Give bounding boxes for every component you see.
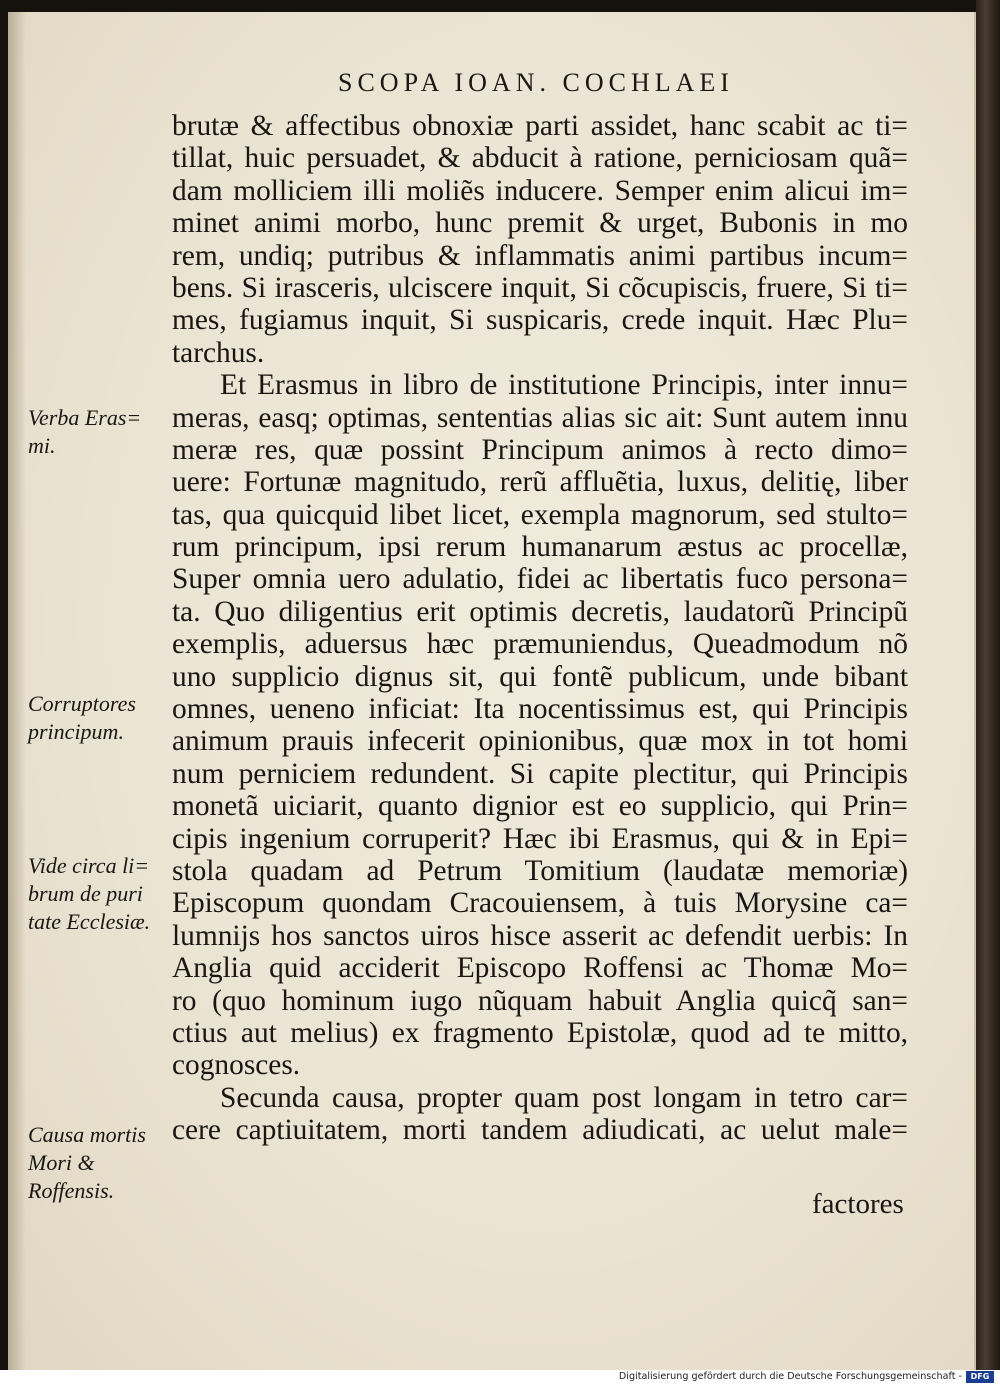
margin-note — [28, 852, 174, 936]
text-line: brutæ & affectibus obnoxiæ parti assidet, hanc scabit ac ti= — [172, 110, 908, 142]
margin-note-line: Vide circa li= — [28, 853, 150, 878]
margin-note-line: Verba Eras= — [28, 405, 142, 430]
text-line: num perniciem redundent. Si capite plectitur, qui Principis — [172, 757, 908, 790]
text-line: minet animi morbo, hunc premit & urget, Bubonis in mo — [172, 207, 908, 240]
text-line: Et Erasmus in libro de institutione Principis, inter innu= — [220, 369, 908, 402]
text-line: ta. Quo diligentius erit optimis decretis, laudatorũ Principũ — [172, 595, 908, 628]
margin-note-line: Mori & — [28, 1150, 95, 1175]
body-text — [172, 110, 908, 1147]
dfg-logo: DFG — [966, 1371, 994, 1383]
text-line: Secunda causa, propter quam post longam in tetro car= — [220, 1081, 908, 1114]
text-line: stola quadam ad Petrum Tomitium (laudatæ memoriæ) — [172, 854, 908, 887]
margin-note-line: principum. — [28, 719, 124, 744]
text-line: Super omnia uero adulatio, fidei ac libertatis fuco persona= — [172, 563, 908, 596]
margin-note — [28, 404, 174, 460]
margin-note-line: Causa mortis — [28, 1122, 146, 1147]
margin-note-line: mi. — [28, 433, 56, 458]
text-line: rum principum, ipsi rerum humanarum æstus ac procellæ, — [172, 531, 908, 564]
margin-note — [28, 690, 174, 746]
text-line: cere captiuitatem, morti tandem adiudicati, ac uelut male= — [172, 1114, 908, 1147]
margin-note — [28, 1121, 174, 1205]
text-line: rem, undiq; putribus & inflammatis animi partibus incum= — [172, 239, 908, 272]
text-line: tas, qua quicquid libet licet, exempla magnorum, sed stulto= — [172, 498, 908, 531]
text-line: exemplis, aduersus hæc præmuniendus, Queadmodum nõ — [172, 628, 908, 661]
text-line: bens. Si irasceris, ulciscere inquit, Si cõcupiscis, fruere, Si ti= — [172, 271, 908, 304]
page-edge-shadow — [8, 12, 26, 1370]
text-line: cognosces. — [172, 1049, 301, 1082]
text-line: dam molliciem illi moliẽs inducere. Semper enim alicui im= — [172, 174, 908, 207]
text-line: ro (quo hominum iugo nũquam habuit Anglia quicq̃ san= — [172, 984, 908, 1017]
text-line: ctius aut melius) ex fragmento Epistolæ, quod ad te mitto, — [172, 1016, 908, 1049]
margin-note-line: tate Ecclesiæ. — [28, 909, 151, 934]
text-line: animum prauis infecerit opinionibus, quæ mox in tot homi — [172, 725, 908, 758]
footer-bar — [0, 1370, 1000, 1385]
text-line: meras, easq; optimas, sententias alias sic ait: Sunt autem innu — [172, 401, 908, 434]
running-head: SCOPA IOAN. COCHLAEI — [338, 68, 734, 97]
text-line: uere: Fortunæ magnitudo, rerũ affluẽtia, luxus, delitię, liber — [172, 466, 908, 499]
margin-note-line: brum de puri — [28, 881, 143, 906]
book-spine — [976, 0, 1000, 1370]
text-line: tillat, huic persuadet, & abducit à ratione, perniciosam quã= — [172, 142, 908, 175]
text-line: meræ res, quæ possint Principum animos à recto dimo= — [172, 433, 908, 466]
funding-notice: Digitalisierung gefördert durch die Deutsche Forschungsgemeinschaft - — [618, 1371, 962, 1382]
text-line: lumnijs hos sanctos uiros hisce asserit ac defendit uerbis: In — [172, 919, 908, 952]
text-line: mes, fugiamus inquit, Si suspicaris, crede inquit. Hæc Plu= — [172, 304, 908, 337]
text-line: monetã uiciarit, quanto dignior est eo supplicio, qui Prin= — [172, 790, 908, 823]
text-line: tarchus. — [172, 336, 265, 369]
catchword: factores — [812, 1188, 904, 1220]
margin-note-line: Roffensis. — [28, 1178, 115, 1203]
text-line: cipis ingenium corruperit? Hæc ibi Erasmus, qui & in Epi= — [172, 822, 908, 855]
text-line: uno supplicio dignus sit, qui fontẽ publicum, unde bibant — [172, 660, 908, 693]
text-line: Anglia quid acciderit Episcopo Roffensi ac Thomæ Mo= — [172, 952, 908, 985]
text-line: Episcopum quondam Cracouiensem, à tuis Morysine ca= — [172, 887, 908, 920]
margin-note-line: Corruptores — [28, 691, 136, 716]
text-line: omnes, ueneno inficiat: Ita nocentissimus est, qui Principis — [172, 693, 908, 726]
